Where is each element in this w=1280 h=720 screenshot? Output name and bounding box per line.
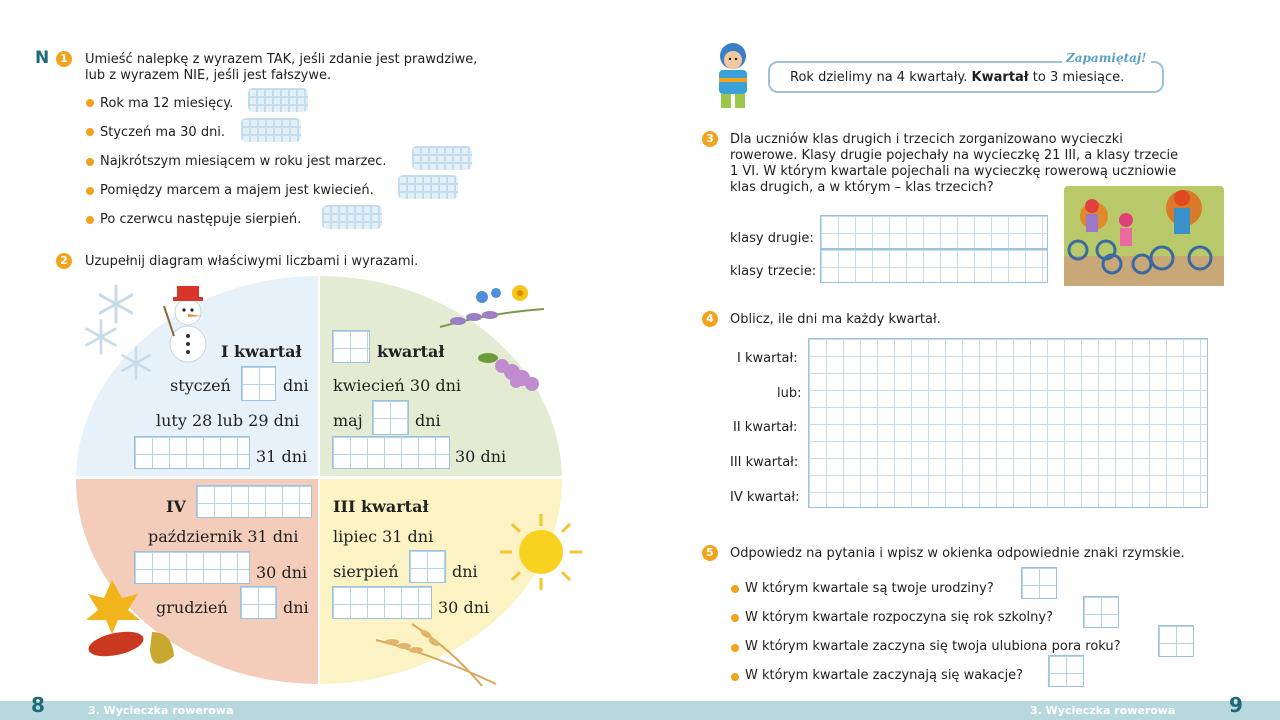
q3-month-august: sierpień bbox=[333, 562, 399, 581]
sticker-slot-5[interactable] bbox=[322, 205, 382, 229]
snowman-icon bbox=[160, 280, 216, 366]
page-number-right: 9 bbox=[1229, 693, 1243, 717]
sticker-slot-2[interactable] bbox=[241, 118, 301, 142]
q2-april: kwiecień 30 dni bbox=[333, 376, 462, 395]
bullet bbox=[731, 644, 739, 652]
exercise-3-line1: Dla uczniów klas drugich i trzecich zorganizowano wycieczki bbox=[730, 132, 1123, 147]
calculation-grid[interactable] bbox=[808, 338, 1208, 508]
q4-title-box[interactable] bbox=[196, 485, 312, 518]
bullet bbox=[86, 187, 94, 195]
q2-may-unit: dni bbox=[415, 411, 441, 430]
remember-text-bold: Kwartał bbox=[971, 70, 1029, 85]
exercise-3-line3: 1 VI. W którym kwartale pojechali na wycieczkę rowerową uczniowie bbox=[730, 164, 1177, 179]
quarter-3-title: III kwartał bbox=[333, 497, 429, 516]
ex4-label-q3: III kwartał: bbox=[730, 455, 799, 470]
exercise-3-line2: rowerowe. Klasy drugie pojechały na wycieczkę 21 III, a klasy trzecie bbox=[730, 148, 1179, 163]
q1-january-days-box[interactable] bbox=[241, 366, 276, 401]
answer-box-1[interactable] bbox=[1021, 567, 1057, 599]
q1-february: luty 28 lub 29 dni bbox=[156, 411, 300, 430]
q2-month-may: maj bbox=[333, 411, 363, 430]
answer-box-4[interactable] bbox=[1048, 655, 1084, 687]
leaves-icon bbox=[82, 578, 194, 674]
exercise-3-line4: klas drugich, a w którym – klas trzecich? bbox=[730, 180, 994, 195]
quarter-4-title: IV bbox=[166, 497, 186, 516]
q1-month-box[interactable] bbox=[134, 436, 250, 469]
q3-august-days-box[interactable] bbox=[409, 550, 446, 583]
question-2: W którym kwartale rozpoczyna się rok szkolny? bbox=[745, 610, 1053, 625]
q1-march-days: 31 dni bbox=[256, 447, 308, 466]
bullet bbox=[86, 158, 94, 166]
exercise-5-instruction: Odpowiedz na pytania i wpisz w okienka odpowiednie znaki rzymskie. bbox=[730, 546, 1185, 561]
exercise-2-instruction: Uzupełnij diagram właściwymi liczbami i wyrazami. bbox=[85, 254, 419, 269]
answer-label-third-grade: klasy trzecie: bbox=[730, 264, 817, 279]
bullet bbox=[86, 216, 94, 224]
sun-icon bbox=[496, 512, 586, 592]
bullet bbox=[86, 99, 94, 107]
q4-december-days-box[interactable] bbox=[240, 586, 277, 619]
ex4-label-or: lub: bbox=[777, 386, 802, 401]
answer-box-3[interactable] bbox=[1158, 625, 1194, 657]
exercise-1-instruction-line2: lub z wyrazem NIE, jeśli jest fałszywe. bbox=[85, 68, 332, 83]
exercise-4-instruction: Oblicz, ile dni ma każdy kwartał. bbox=[730, 312, 941, 327]
q4-november-days: 30 dni bbox=[256, 563, 308, 582]
ex4-label-q1: I kwartał: bbox=[737, 351, 798, 366]
exercise-2-number: 2 bbox=[56, 253, 72, 269]
snowflake-icon bbox=[118, 345, 154, 381]
quarter-2-title: kwartał bbox=[377, 342, 445, 361]
statement-2: Styczeń ma 30 dni. bbox=[100, 125, 226, 140]
bullet bbox=[731, 614, 739, 622]
snowflake-icon bbox=[82, 318, 120, 356]
exercise-3-number: 3 bbox=[702, 131, 718, 147]
question-4: W którym kwartale zaczynają się wakacje? bbox=[745, 668, 1024, 683]
bullet bbox=[731, 585, 739, 593]
child-mascot-icon bbox=[704, 40, 762, 112]
q1-month-january: styczeń bbox=[170, 376, 231, 395]
section-marker: N bbox=[35, 48, 50, 68]
q3-september-days: 30 dni bbox=[438, 598, 490, 617]
q2-june-days: 30 dni bbox=[455, 447, 507, 466]
quarter-1-title: I kwartał bbox=[221, 342, 302, 361]
q3-month-box[interactable] bbox=[332, 586, 432, 619]
ex4-label-q4: IV kwartał: bbox=[730, 490, 800, 505]
chapter-title-left: 3. Wycieczka rowerowa bbox=[88, 704, 234, 717]
exercise-4-number: 4 bbox=[702, 311, 718, 327]
q2-month-box[interactable] bbox=[332, 436, 450, 469]
question-3: W którym kwartale zaczyna się twoja ulubiona pora roku? bbox=[745, 639, 1121, 654]
q4-october: październik 31 dni bbox=[148, 527, 299, 546]
sticker-slot-4[interactable] bbox=[398, 175, 458, 199]
q1-january-unit: dni bbox=[283, 376, 309, 395]
ex4-label-q2: II kwartał: bbox=[733, 420, 798, 435]
sticker-slot-3[interactable] bbox=[412, 146, 472, 170]
exercise-5-number: 5 bbox=[702, 545, 718, 561]
statement-5: Po czerwcu następuje sierpień. bbox=[100, 212, 302, 227]
statement-3: Najkrótszym miesiącem w roku jest marzec. bbox=[100, 154, 387, 169]
q4-month-box[interactable] bbox=[134, 551, 250, 584]
sticker-slot-1[interactable] bbox=[248, 88, 308, 112]
lilac-icon bbox=[476, 348, 542, 394]
question-1: W którym kwartale są twoje urodziny? bbox=[745, 581, 994, 596]
statement-1: Rok ma 12 miesięcy. bbox=[100, 96, 234, 111]
remember-text bbox=[790, 70, 1124, 85]
remember-label: Zapamiętaj! bbox=[1062, 51, 1151, 65]
exercise-1-number: 1 bbox=[56, 51, 72, 67]
answer-grid-third-grade[interactable] bbox=[820, 249, 1048, 283]
q2-may-days-box[interactable] bbox=[372, 400, 409, 435]
remember-text-end: to 3 miesiące. bbox=[1028, 70, 1125, 85]
bullet bbox=[86, 128, 94, 136]
bullet bbox=[731, 673, 739, 681]
chapter-title-right: 3. Wycieczka rowerowa bbox=[1030, 704, 1176, 717]
cyclists-image bbox=[1064, 186, 1224, 286]
q3-july: lipiec 31 dni bbox=[333, 527, 434, 546]
q4-month-december: grudzień bbox=[156, 598, 228, 617]
q4-december-unit: dni bbox=[283, 598, 309, 617]
q3-august-unit: dni bbox=[452, 562, 478, 581]
statement-4: Pomiędzy marcem a majem jest kwiecień. bbox=[100, 183, 374, 198]
remember-text-plain: Rok dzielimy na 4 kwartały. bbox=[790, 70, 972, 85]
wheat-icon bbox=[372, 620, 502, 688]
flowers-icon bbox=[438, 283, 546, 331]
answer-box-2[interactable] bbox=[1083, 596, 1119, 628]
page-number-left: 8 bbox=[31, 693, 45, 717]
q2-number-box[interactable] bbox=[332, 330, 370, 363]
answer-label-second-grade: klasy drugie: bbox=[730, 231, 814, 246]
exercise-1-instruction-line1: Umieść nalepkę z wyrazem TAK, jeśli zdanie jest prawdziwe, bbox=[85, 52, 478, 67]
answer-grid-second-grade[interactable] bbox=[820, 215, 1048, 249]
